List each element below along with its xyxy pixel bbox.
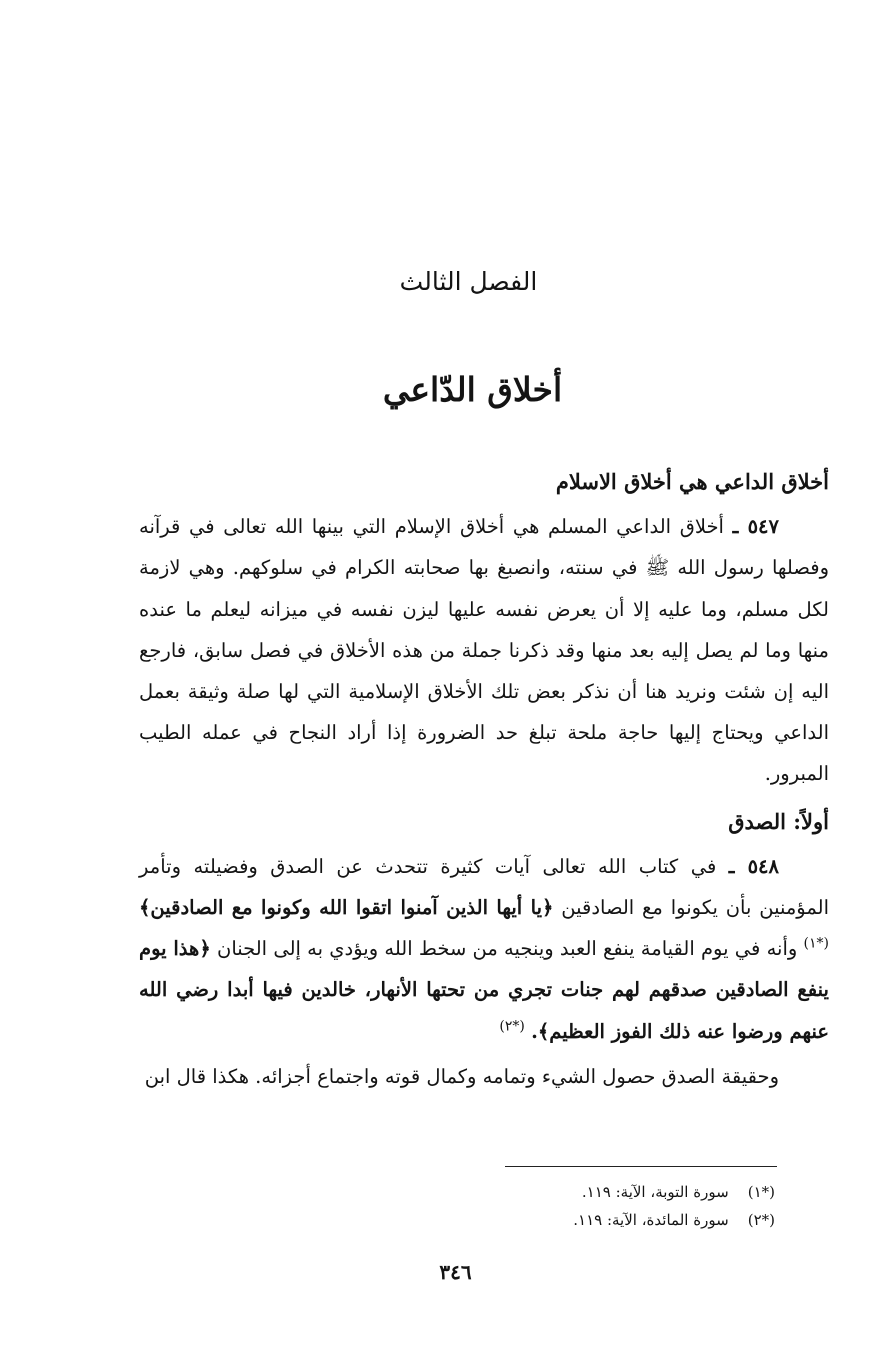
body-text xyxy=(139,461,829,1097)
footnote-item xyxy=(375,1206,775,1234)
footnote-text: سورة المائدة، الآية: ١١٩. xyxy=(573,1211,729,1229)
footnote-ref: (*٢) xyxy=(499,1018,525,1035)
paragraph-continuation: وحقيقة الصدق حصول الشيء وتمامه وكمال قوته واجتماع أجزائه. هكذا قال ابن xyxy=(144,1064,779,1088)
chapter-label: الفصل الثالث xyxy=(399,267,538,296)
paragraph-text: في كتاب الله تعالى آيات كثيرة تتحدث عن الصدق وفضيلته وتأمر المؤمنين بأن يكونوا مع الصادقين xyxy=(139,854,830,920)
section-heading-ethics: أخلاق الداعي هي أخلاق الاسلام xyxy=(555,469,829,494)
quran-quote: ﴿يا أيها الذين آمنوا اتقوا الله وكونوا مع الصادقين﴾ xyxy=(139,896,554,920)
paragraph-547 xyxy=(139,506,829,794)
paragraph-number: ٥٤٧ ـ xyxy=(732,515,779,539)
footnote-divider xyxy=(505,1166,777,1167)
page-number: ٣٤٦ xyxy=(439,1260,472,1284)
footnote-ref: (*١) xyxy=(803,935,830,952)
paragraph-number: ٥٤٨ ـ xyxy=(728,854,779,878)
paragraph-text: وأنه في يوم القيامة ينفع العبد وينجيه من سخط الله ويؤدي به إلى الجنان xyxy=(217,937,798,961)
paragraph-text: أخلاق الداعي المسلم هي أخلاق الإسلام التي بينها الله تعالى في قرآنه وفصلها رسول الله ﷺ في سنته، وانصبغ بها صحابته الكرام في سلوكهم. وهي لازمة لكل مسلم، وما عليه إلا أن يعرض نفسه عليها ليزن نفسه في ميزانه ليعلم ما عنده منها وما لم يصل إليه بعد منها وقد ذكرنا جملة من هذه الأخلاق في فصل سابق، فارجع اليه إن شئت ونريد هنا أن نذكر بعض تلك الأخلاق الإسلامية التي لها صلة وثيقة بعمل الداعي ويحتاج إليها حاجة ملحة تبلغ حد الضرورة إذا أراد النجاح في عمله الطيب المبرور. xyxy=(139,515,829,786)
section-heading-truthfulness: أولاً: الصدق xyxy=(728,808,829,834)
paragraph-548 xyxy=(139,846,829,1052)
footnotes xyxy=(375,1178,775,1234)
footnote-text: سورة التوبة، الآية: ١١٩. xyxy=(581,1183,729,1201)
chapter-title: أخلاق الدّاعي xyxy=(382,370,563,409)
quran-quote: ﴿هذا يوم ينفع الصادقين صدقهم لهم جنات تجري من تحتها الأنهار، خالدين فيها أبدا رضي الله عنهم ورضوا عنه ذلك الفوز العظيم﴾. xyxy=(139,937,829,1043)
footnote-mark: (*٢) xyxy=(747,1211,775,1229)
footnote-mark: (*١) xyxy=(747,1183,775,1201)
footnote-item xyxy=(375,1178,775,1206)
